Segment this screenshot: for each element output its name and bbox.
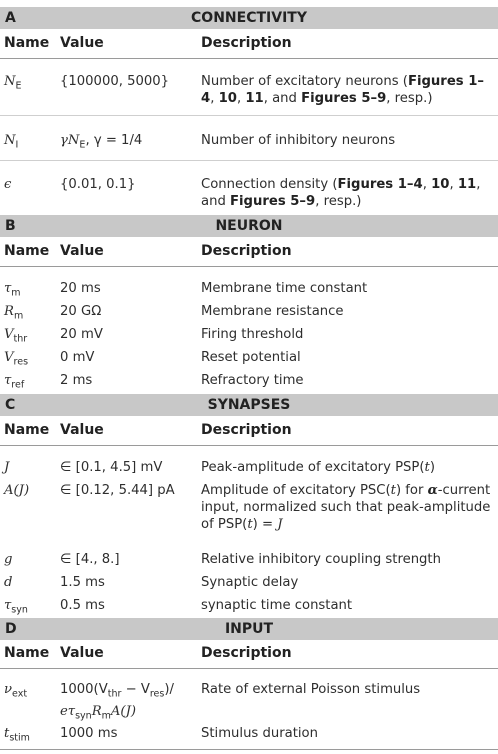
param-name-cell: J bbox=[4, 460, 10, 475]
param-value-cell: ∈ [0.12, 5.44] pA bbox=[60, 483, 175, 498]
param-name-cell: $N_E$ bbox=[4, 74, 22, 92]
col-description-header: Description bbox=[201, 35, 292, 51]
param-value-cell: $\gamma N_E$, γ = 1/4 bbox=[60, 133, 143, 151]
param-value-cell: ∈ [4., 8.] bbox=[60, 552, 120, 567]
param-name-cell: $\tau_{syn}$ bbox=[4, 598, 28, 616]
section-c-band bbox=[0, 394, 498, 416]
param-description-cell: Refractory time bbox=[201, 373, 304, 388]
section-a-band bbox=[0, 7, 498, 29]
col-name-header: Name bbox=[4, 243, 50, 259]
col-value-header: Value bbox=[60, 422, 104, 438]
param-value-cell: 0.5 ms bbox=[60, 598, 105, 613]
col-name-header: Name bbox=[4, 645, 50, 661]
param-description-cell: Stimulus duration bbox=[201, 726, 318, 741]
param-value-cell: $1000(V_{thr} - V_{res})/$ $e\tau_{syn}R_mA(J)$ bbox=[60, 682, 174, 722]
col-description-header: Description bbox=[201, 645, 292, 661]
param-value-cell: 0 mV bbox=[60, 350, 95, 365]
param-value-cell: {0.01, 0.1} bbox=[60, 177, 136, 192]
header-rule bbox=[0, 668, 498, 669]
section-letter: A bbox=[5, 10, 16, 26]
param-name-cell: $\nu_{ext}$ bbox=[4, 682, 28, 700]
section-title: CONNECTIVITY bbox=[191, 10, 307, 26]
row-divider bbox=[0, 115, 498, 116]
col-name-header: Name bbox=[4, 422, 50, 438]
column-header-row bbox=[0, 422, 498, 442]
param-description-cell: Number of excitatory neurons (Figures 1–4, 10, 11, and Figures 5–9, resp.) bbox=[201, 74, 484, 106]
header-rule bbox=[0, 445, 498, 446]
param-name-cell: $R_m$ bbox=[4, 304, 24, 322]
param-name-cell: A(J) bbox=[4, 483, 30, 498]
param-description-cell: Amplitude of excitatory PSC(t) for α-current input, normalized such that peak-amplitude of PSP(t) = J bbox=[201, 483, 491, 532]
param-description-cell: Membrane resistance bbox=[201, 304, 344, 319]
header-rule bbox=[0, 58, 498, 59]
col-description-header: Description bbox=[201, 422, 292, 438]
param-name-cell: ϵ bbox=[4, 177, 12, 192]
param-description-cell: Reset potential bbox=[201, 350, 301, 365]
param-value-cell: 20 mV bbox=[60, 327, 103, 342]
col-value-header: Value bbox=[60, 243, 104, 259]
param-value-cell: ∈ [0.1, 4.5] mV bbox=[60, 460, 163, 475]
param-value-cell: 2 ms bbox=[60, 373, 93, 388]
param-name-cell: $\tau_{ref}$ bbox=[4, 373, 25, 391]
param-description-cell: synaptic time constant bbox=[201, 598, 353, 613]
column-header-row bbox=[0, 35, 498, 55]
param-description-cell: Relative inhibitory coupling strength bbox=[201, 552, 441, 567]
param-name-cell: $N_I$ bbox=[4, 133, 19, 151]
col-description-header: Description bbox=[201, 243, 292, 259]
section-letter: B bbox=[5, 218, 16, 234]
param-name-cell: d bbox=[4, 575, 13, 590]
column-header-row bbox=[0, 243, 498, 263]
param-description-cell: Synaptic delay bbox=[201, 575, 299, 590]
param-value-cell: 1000 ms bbox=[60, 726, 118, 741]
section-title: INPUT bbox=[224, 621, 274, 637]
param-description-cell: Connection density (Figures 1–4, 10, 11, and Figures 5–9, resp.) bbox=[201, 177, 481, 209]
param-name-cell: $\tau_m$ bbox=[4, 281, 21, 299]
param-value-cell: {100000, 5000} bbox=[60, 74, 170, 89]
col-name-header: Name bbox=[4, 35, 50, 51]
section-title: NEURON bbox=[215, 218, 283, 234]
param-description-cell: Peak-amplitude of excitatory PSP(t) bbox=[201, 460, 435, 475]
param-value-cell: 20 ms bbox=[60, 281, 101, 296]
header-rule bbox=[0, 266, 498, 267]
param-description-cell: Firing threshold bbox=[201, 327, 304, 342]
col-value-header: Value bbox=[60, 645, 104, 661]
row-divider bbox=[0, 160, 498, 161]
section-letter: C bbox=[5, 397, 16, 413]
param-value-cell: 1.5 ms bbox=[60, 575, 105, 590]
table-bottom-rule bbox=[0, 749, 498, 750]
section-letter: D bbox=[5, 621, 17, 637]
param-name-cell: $t_{stim}$ bbox=[4, 726, 30, 744]
param-name-cell: g bbox=[4, 552, 13, 567]
section-d-band bbox=[0, 618, 498, 640]
param-description-cell: Number of inhibitory neurons bbox=[201, 133, 396, 148]
section-title: SYNAPSES bbox=[207, 397, 291, 413]
param-description-cell: Rate of external Poisson stimulus bbox=[201, 682, 421, 697]
param-name-cell: $V_{res}$ bbox=[4, 350, 29, 368]
section-b-band bbox=[0, 215, 498, 237]
param-description-cell: Membrane time constant bbox=[201, 281, 368, 296]
param-value-cell: 20 GΩ bbox=[60, 304, 102, 319]
column-header-row bbox=[0, 645, 498, 665]
param-name-cell: $V_{thr}$ bbox=[4, 327, 28, 345]
col-value-header: Value bbox=[60, 35, 104, 51]
